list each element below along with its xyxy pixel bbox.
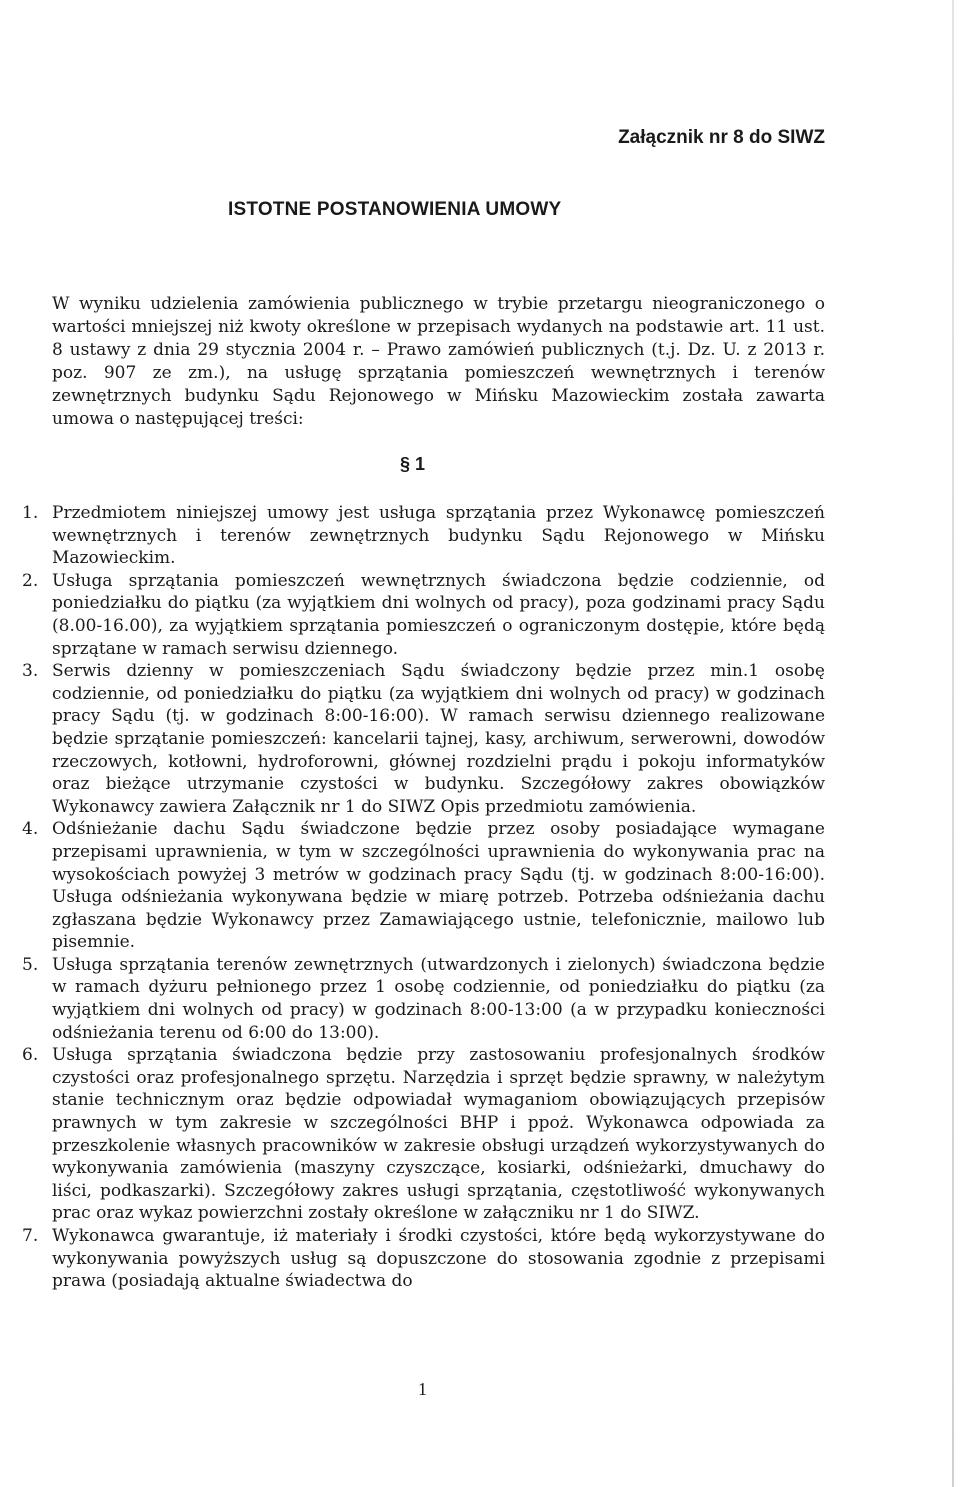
item-text: Przedmiotem niniejszej umowy jest usługa sprzątania przez Wykonawcę pomieszczeń wewnętrznych i terenów zewnętrznych budynku Sądu Rejonowego w Mińsku Mazowieckim. bbox=[52, 503, 825, 569]
item-text: Usługa sprzątania terenów zewnętrznych (utwardzonych i zielonych) świadczona będzie w ramach dyżuru pełnionego przez 1 osobę codziennie, od poniedziałku do piątku (za wyjątkiem dni wolnych od pracy) w godzinach 8:00-13:00 (a w przypadku konieczności odśnieżania terenu od 6:00 do 13:00). bbox=[52, 954, 825, 1043]
item-number: 1. bbox=[22, 503, 39, 523]
item-number: 5. bbox=[22, 954, 39, 975]
provisions-list bbox=[22, 502, 825, 1293]
annex-label: Załącznik nr 8 do SIWZ bbox=[618, 127, 825, 148]
list-item bbox=[22, 660, 825, 818]
item-number: 7. bbox=[22, 1226, 39, 1246]
list-item bbox=[22, 570, 825, 660]
list-item bbox=[22, 502, 825, 570]
list-item bbox=[22, 1225, 825, 1293]
list-item bbox=[22, 954, 825, 1044]
item-text: Odśnieżanie dachu Sądu świadczone będzie przez osoby posiadające wymagane przepisami uprawnienia, w tym w szczególności uprawnienia do wykonywania prac na wysokościach powyżej 3 metrów w godzinach pracy Sądu (tj. w godzinach 8:00-16:00). Usługa odśnieżania wykonywana będzie w miarę potrzeb. Potrzeba odśnieżania dachu zgłaszana będzie Wykonawcy przez Zamawiającego ustnie, telefonicznie, mailowo lub pisemnie. bbox=[52, 819, 825, 953]
item-text: Usługa sprzątania świadczona będzie przy zastosowaniu profesjonalnych środków czystości oraz profesjonalnego sprzętu. Narzędzia i sprzęt będzie sprawny, w należytym stanie technicznym oraz będzie odpowiadał wymaganiom obowiązujących przepisów prawnych w tym zakresie w szczególności BHP i ppoż. Wykonawca odpowiada za przeszkolenie własnych pracowników w zakresie obsługi urządzeń wykorzystywanych do wykonywania zamówienia (maszyny czyszczące, kosiarki, odśnieżarki, dmuchawy do liści, podkaszarki). Szczegółowy zakres usługi sprzątania, częstotliwość wykonywanych prac oraz wykaz powierzchni zostały określone w załączniku nr 1 do SIWZ. bbox=[52, 1045, 825, 1224]
section-mark: § 1 bbox=[400, 454, 426, 474]
intro-paragraph: W wyniku udzielenia zamówienia publicznego w trybie przetargu nieograniczonego o wartości mniejszej niż kwoty określone w przepisach wydanych na podstawie art. 11 ust. 8 ustawy z dnia 29 stycznia 2004 r. – Prawo zamówień publicznych (t.j. Dz. U. z 2013 r. poz. 907 ze zm.), na usługę sprzątania pomieszczeń wewnętrznych i terenów zewnętrznych budynku Sądu Rejonowego w Mińsku Mazowieckim została zawarta umowa o następującej treści: bbox=[52, 294, 825, 429]
page-edge bbox=[952, 0, 954, 1487]
item-text: Serwis dzienny w pomieszczeniach Sądu świadczony będzie przez min.1 osobę codziennie, od poniedziałku do piątku (za wyjątkiem dni wolnych od pracy) w godzinach pracy Sądu (tj. w godzinach 8:00-16:00). W ramach serwisu dziennego realizowane będzie sprzątanie pomieszczeń: kancelarii tajnej, kasy, archiwum, serwerowni, dowodów rzeczowych, kotłowni, hydroforowni, głównej rozdzielni prądu i pokoju informatyków oraz bieżące utrzymanie czystości w budynku. Szczegółowy zakres obowiązków Wykonawcy zawiera Załącznik nr 1 do SIWZ Opis przedmiotu zamówienia. bbox=[52, 661, 825, 817]
list-item bbox=[22, 1044, 825, 1225]
item-text: Usługa sprzątania pomieszczeń wewnętrznych świadczona będzie codziennie, od poniedziałku do piątku (za wyjątkiem dni wolnych od pracy), poza godzinami pracy Sądu (8.00-16.00), za wyjątkiem sprzątania pomieszczeń o ograniczonym dostępie, które będą sprzątane w ramach serwisu dziennego. bbox=[52, 570, 825, 659]
document-title: ISTOTNE POSTANOWIENIA UMOWY bbox=[228, 199, 562, 220]
list-item bbox=[22, 818, 825, 954]
item-number: 2. bbox=[22, 570, 39, 591]
item-number: 3. bbox=[22, 661, 39, 682]
item-number: 6. bbox=[22, 1045, 39, 1066]
item-number: 4. bbox=[22, 819, 39, 840]
item-text: Wykonawca gwarantuje, iż materiały i środki czystości, które będą wykorzystywane do wykonywania powyższych usług są dopuszczone do stosowania zgodnie z przepisami prawa (posiadają aktualne świadectwa do bbox=[52, 1226, 825, 1292]
page-number: 1 bbox=[418, 1379, 427, 1399]
